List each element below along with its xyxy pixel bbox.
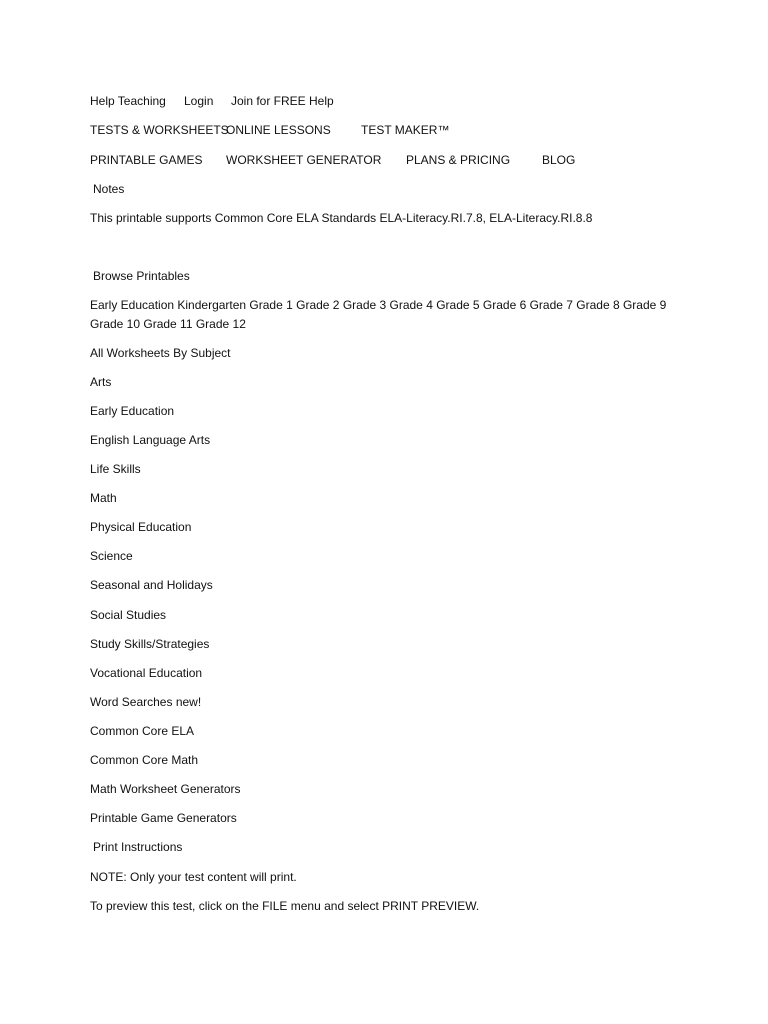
subject-link[interactable]: Word Searches new! <box>90 695 202 709</box>
nav-blog[interactable]: BLOG <box>542 153 576 167</box>
subject-link[interactable]: English Language Arts <box>90 433 211 447</box>
subject-link[interactable]: Social Studies <box>90 608 167 622</box>
help-teaching-link[interactable]: Help Teaching <box>90 94 166 108</box>
subject-link[interactable]: Early Education <box>90 404 175 418</box>
subject-link[interactable]: Common Core Math <box>90 753 199 767</box>
nav-online-lessons[interactable]: ONLINE LESSONS <box>226 123 331 137</box>
subject-link[interactable]: Arts <box>90 375 112 389</box>
subject-link[interactable]: Math <box>90 491 117 505</box>
nav-test-maker[interactable]: TEST MAKER™ <box>361 123 450 137</box>
subject-link[interactable]: Vocational Education <box>90 666 203 680</box>
subject-link[interactable]: Study Skills/Strategies <box>90 637 210 651</box>
subject-link[interactable]: Science <box>90 549 133 563</box>
subject-link[interactable]: Seasonal and Holidays <box>90 578 213 592</box>
notes-heading: Notes <box>93 182 125 196</box>
print-note: NOTE: Only your test content will print. <box>90 870 297 884</box>
print-instructions-heading: Print Instructions <box>93 840 183 854</box>
subject-link[interactable]: Life Skills <box>90 462 141 476</box>
nav-tests-worksheets[interactable]: TESTS & WORKSHEETS <box>90 123 229 137</box>
nav-plans-pricing[interactable]: PLANS & PRICING <box>406 153 511 167</box>
notes-text: This printable supports Common Core ELA Standards ELA-Literacy.RI.7.8, ELA-Literacy.RI.8.8 <box>90 211 593 225</box>
nav-worksheet-generator[interactable]: WORKSHEET GENERATOR <box>226 153 382 167</box>
subject-link[interactable]: All Worksheets By Subject <box>90 346 231 360</box>
join-free-link[interactable]: Join for FREE <box>231 94 306 108</box>
subject-link[interactable]: Math Worksheet Generators <box>90 782 241 796</box>
subject-link[interactable]: Printable Game Generators <box>90 811 237 825</box>
subject-link[interactable]: Physical Education <box>90 520 192 534</box>
grade-links[interactable]: Early Education Kindergarten Grade 1 Grade 2 Grade 3 Grade 4 Grade 5 Grade 6 Grade 7 Grade 8 Grade 9 Grade 10 Grade 11 Grade 12 <box>90 298 667 331</box>
help-link[interactable]: Help <box>309 94 334 108</box>
login-link[interactable]: Login <box>184 94 214 108</box>
print-preview-instructions: To preview this test, click on the FILE menu and select PRINT PREVIEW. <box>90 899 480 913</box>
subject-link[interactable]: Common Core ELA <box>90 724 195 738</box>
nav-printable-games[interactable]: PRINTABLE GAMES <box>90 153 203 167</box>
browse-heading: Browse Printables <box>93 269 190 283</box>
